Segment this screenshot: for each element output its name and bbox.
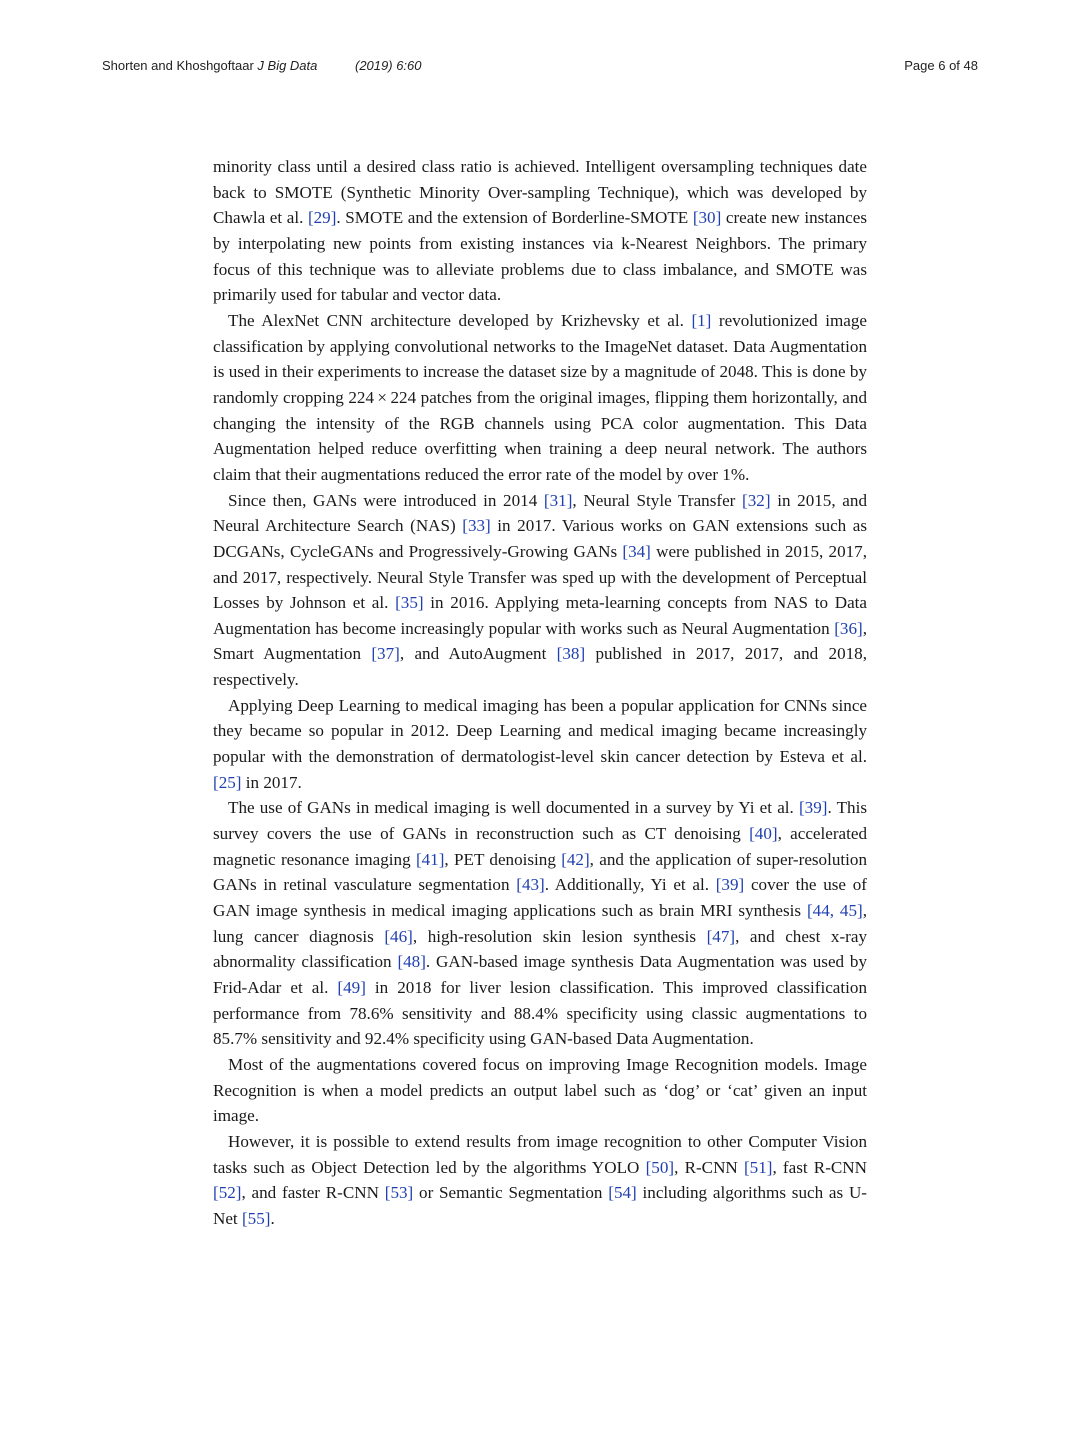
paragraph-text: Applying Deep Learning to medical imaging has been a popular application for CNNs since they became so popular in 2012. Deep Learning and medical imaging became increasingly popular with the demonstration of dermatologist-level skin cancer detection by Esteva et al. — [213, 695, 867, 767]
citation-link[interactable]: [54] — [608, 1183, 637, 1203]
paragraph-text: in 2016. Applying meta-learning concepts from NAS to Data Augmentation has become increasingly popular with works such as Neural Augmentation — [213, 593, 867, 638]
citation-link[interactable]: [38] — [556, 644, 586, 664]
paragraph-text: , and the application of super-resolution GANs in retinal vasculature segmentation — [213, 849, 867, 895]
citation-link[interactable]: [41] — [415, 849, 445, 869]
header-authors: Shorten and Khoshgoftaar — [102, 58, 254, 73]
paragraph-text: , Neural Style Transfer — [572, 490, 743, 510]
citation-link[interactable]: [43] — [516, 875, 545, 895]
body-paragraph — [213, 488, 867, 693]
body-paragraph — [213, 795, 867, 1052]
citation-link[interactable]: [47] — [706, 926, 736, 946]
paragraph-text: , and chest x-ray abnormality classification — [213, 926, 868, 972]
paragraph-text: or Semantic Segmentation — [413, 1183, 609, 1203]
header-authors-line — [102, 58, 317, 73]
body-paragraph — [213, 1052, 867, 1129]
paragraph-text: . SMOTE and the extension of Borderline-SMOTE — [336, 208, 693, 228]
paragraph-text: in 2015, and Neural Architecture Search (NAS) — [213, 490, 867, 536]
citation-link[interactable]: [34] — [622, 541, 651, 561]
paragraph-text: , PET denoising — [444, 849, 562, 869]
citation-link[interactable]: [44, 45] — [806, 901, 863, 921]
paragraph-text: . GAN-based image synthesis Data Augmentation was used by Frid-Adar et al. — [213, 952, 867, 997]
citation-link[interactable]: [50] — [645, 1157, 675, 1177]
body-paragraph — [213, 693, 867, 796]
body-paragraph — [213, 1129, 867, 1232]
paragraph-text: , and faster R-CNN — [241, 1183, 385, 1203]
paragraph-text: , and AutoAugment — [399, 644, 557, 664]
paragraph-text: in 2017. — [241, 772, 302, 792]
header-citation: (2019) 6:60 — [355, 58, 422, 73]
paragraph-text: . Additionally, Yi et al. — [544, 875, 716, 895]
citation-link[interactable]: [29] — [307, 208, 337, 228]
paragraph-text: Since then, GANs were introduced in 2014 — [228, 490, 544, 510]
citation-link[interactable]: [53] — [384, 1183, 414, 1203]
citation-link[interactable]: [35] — [395, 593, 424, 613]
paragraph-text: The use of GANs in medical imaging is well documented in a survey by Yi et al. — [228, 798, 799, 818]
paragraph-text: , high-resolution skin lesion synthesis — [412, 926, 707, 946]
citation-link[interactable]: [37] — [371, 644, 400, 664]
citation-link[interactable]: [52] — [213, 1183, 242, 1203]
citation-link[interactable]: [32] — [742, 490, 771, 510]
citation-link[interactable]: [31] — [543, 490, 573, 510]
citation-link[interactable]: [49] — [337, 978, 366, 997]
citation-link[interactable]: [36] — [834, 618, 863, 638]
citation-link[interactable]: [39] — [715, 875, 745, 895]
paragraph-text: revolutionized image classification by applying convolutional networks to the ImageNet dataset. Data Augmentation is used in their experiments to increase the dataset size by a magnitude of 2048. This is done by randomly cropping 224 × 224 patches from the original images, flipping them horizontally, and changing the intensity of the RGB channels using PCA color augmentation. This Data Augmentation helped reduce overfitting when training a deep neural network. The authors claim that their augmentations reduced the error rate of the model by over 1%. — [213, 310, 867, 484]
body-paragraph — [213, 308, 867, 488]
paragraph-text: published in 2017, 2017, and 2018, respectively. — [213, 644, 867, 690]
paragraph-text: . — [270, 1208, 275, 1228]
citation-link[interactable]: [48] — [397, 952, 426, 972]
paragraph-text: in 2017. Various works on GAN extensions such as DCGANs, CycleGANs and Progressively-Growing GANs — [213, 516, 867, 561]
citation-link[interactable]: [25] — [213, 772, 242, 792]
paragraph-text: cover the use of GAN image synthesis in medical imaging applications such as brain MRI synthesis — [213, 875, 867, 921]
citation-link[interactable]: [51] — [743, 1157, 773, 1177]
paragraph-text: . This survey covers the use of GANs in reconstruction such as CT denoising — [213, 798, 867, 844]
citation-link[interactable]: [55] — [241, 1208, 271, 1228]
article-body — [213, 154, 867, 1232]
paragraph-text: Most of the augmentations covered focus on improving Image Recognition models. Image Recognition is when a model predicts an output label such as ‘dog’ or ‘cat’ given an input image. — [213, 1054, 867, 1126]
running-header — [102, 58, 978, 78]
paragraph-text: , R-CNN — [674, 1157, 744, 1177]
header-page-number: Page 6 of 48 — [904, 58, 978, 73]
paragraph-text: minority class until a desired class ratio is achieved. Intelligent oversampling techniques date back to SMOTE (Synthetic Minority Over-sampling Technique), which was developed by Chawla et al. — [213, 157, 867, 228]
citation-link[interactable]: [1] — [691, 310, 712, 330]
citation-link[interactable]: [42] — [561, 849, 590, 869]
paragraph-text: in 2018 for liver lesion classification. This improved classification performance from 78.6% sensitivity and 88.4% specificity using classic augmentations to 85.7% sensitivity and 92.4% specificity using GAN-based Data Augmentation. — [213, 978, 867, 1049]
body-paragraph — [213, 154, 867, 308]
paragraph-text: were published in 2015, 2017, and 2017, respectively. Neural Style Transfer was sped up with the development of Perceptual Losses by Johnson et al. — [213, 541, 867, 613]
header-journal: J Big Data — [257, 58, 318, 73]
paragraph-text: create new instances by interpolating new points from existing instances via k-Nearest Neighbors. The primary focus of this technique was to alleviate problems due to class imbalance, and SMOTE was primarily used for tabular and vector data. — [213, 208, 867, 305]
citation-link[interactable]: [40] — [749, 824, 778, 844]
paragraph-text: However, it is possible to extend results from image recognition to other Computer Vision tasks such as Object Detection led by the algorithms YOLO — [213, 1131, 867, 1177]
paragraph-text: including algorithms such as U-Net — [213, 1183, 867, 1228]
citation-link[interactable]: [30] — [692, 208, 722, 228]
citation-link[interactable]: [33] — [462, 516, 491, 536]
citation-link[interactable]: [46] — [384, 926, 413, 946]
paragraph-text: The AlexNet CNN architecture developed by Krizhevsky et al. — [228, 310, 692, 330]
paragraph-text: , Smart Augmentation — [213, 618, 867, 664]
paragraph-text: , accelerated magnetic resonance imaging — [213, 824, 867, 869]
paragraph-text: , fast R-CNN — [772, 1157, 867, 1177]
citation-link[interactable]: [39] — [798, 798, 828, 818]
paragraph-text: , lung cancer diagnosis — [213, 901, 867, 946]
